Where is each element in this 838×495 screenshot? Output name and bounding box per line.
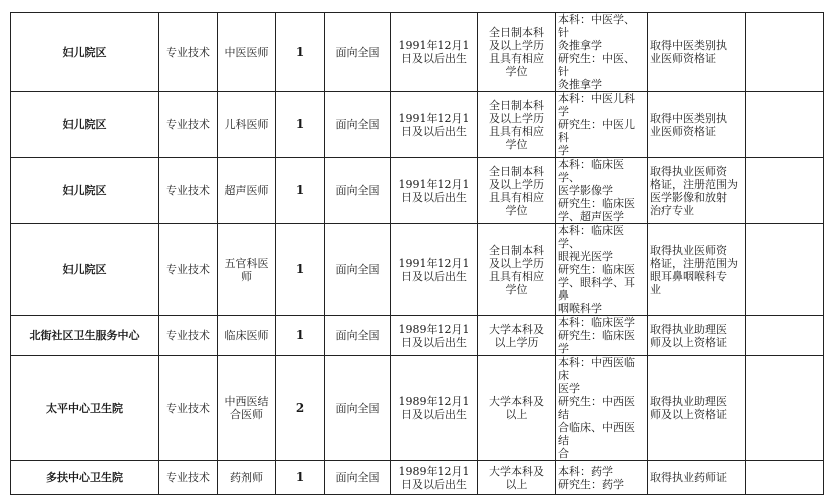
education-cell: 大学本科及 以上 bbox=[478, 461, 556, 495]
count-cell: 1 bbox=[276, 92, 325, 158]
recruitment-table bbox=[10, 12, 824, 495]
category-cell: 专业技术 bbox=[159, 356, 218, 461]
unit-cell: 妇儿院区 bbox=[11, 13, 159, 92]
remarks-cell bbox=[746, 224, 824, 316]
age-requirement-cell: 1989年12月1 日及以后出生 bbox=[391, 356, 478, 461]
age-requirement-cell: 1991年12月1 日及以后出生 bbox=[391, 13, 478, 92]
age-requirement-cell: 1991年12月1 日及以后出生 bbox=[391, 92, 478, 158]
count-cell: 1 bbox=[276, 461, 325, 495]
education-cell: 全日制本科 及以上学历 且具有相应 学位 bbox=[478, 92, 556, 158]
table-row bbox=[11, 224, 824, 316]
category-cell: 专业技术 bbox=[159, 13, 218, 92]
education-cell: 全日制本科 及以上学历 且具有相应 学位 bbox=[478, 158, 556, 224]
unit-cell: 妇儿院区 bbox=[11, 224, 159, 316]
major-cell: 本科：药学 研究生：药学 bbox=[556, 461, 648, 495]
other-requirement-cell: 取得执业医师资 格证，注册范围为 医学影像和放射 治疗专业 bbox=[648, 158, 746, 224]
count-cell: 2 bbox=[276, 356, 325, 461]
unit-cell: 多扶中心卫生院 bbox=[11, 461, 159, 495]
major-cell: 本科：临床医学、 医学影像学 研究生：临床医 学、超声医学 bbox=[556, 158, 648, 224]
major-cell: 本科：中医学、针 灸推拿学 研究生：中医、针 灸推拿学 bbox=[556, 13, 648, 92]
category-cell: 专业技术 bbox=[159, 92, 218, 158]
category-cell: 专业技术 bbox=[159, 224, 218, 316]
major-cell: 本科：临床医学、 眼视光医学 研究生：临床医 学、眼科学、耳鼻 咽喉科学 bbox=[556, 224, 648, 316]
position-cell: 儿科医师 bbox=[218, 92, 276, 158]
table-row bbox=[11, 92, 824, 158]
scope-cell: 面向全国 bbox=[325, 461, 391, 495]
scope-cell: 面向全国 bbox=[325, 92, 391, 158]
education-cell: 大学本科及 以上 bbox=[478, 356, 556, 461]
table-row bbox=[11, 316, 824, 356]
unit-cell: 妇儿院区 bbox=[11, 92, 159, 158]
scope-cell: 面向全国 bbox=[325, 13, 391, 92]
position-cell: 五官科医 师 bbox=[218, 224, 276, 316]
position-cell: 超声医师 bbox=[218, 158, 276, 224]
position-cell: 中医医师 bbox=[218, 13, 276, 92]
other-requirement-cell: 取得中医类别执 业医师资格证 bbox=[648, 92, 746, 158]
unit-cell: 妇儿院区 bbox=[11, 158, 159, 224]
major-cell: 本科：中西医临床 医学 研究生：中西医结 合临床、中西医结 合 bbox=[556, 356, 648, 461]
table-row bbox=[11, 461, 824, 495]
other-requirement-cell: 取得执业药师证 bbox=[648, 461, 746, 495]
scope-cell: 面向全国 bbox=[325, 316, 391, 356]
position-cell: 临床医师 bbox=[218, 316, 276, 356]
table-row bbox=[11, 356, 824, 461]
age-requirement-cell: 1989年12月1 日及以后出生 bbox=[391, 461, 478, 495]
scope-cell: 面向全国 bbox=[325, 224, 391, 316]
position-cell: 药剂师 bbox=[218, 461, 276, 495]
other-requirement-cell: 取得执业助理医 师及以上资格证 bbox=[648, 316, 746, 356]
count-cell: 1 bbox=[276, 316, 325, 356]
remarks-cell bbox=[746, 461, 824, 495]
unit-cell: 北街社区卫生服务中心 bbox=[11, 316, 159, 356]
remarks-cell bbox=[746, 158, 824, 224]
education-cell: 大学本科及 以上学历 bbox=[478, 316, 556, 356]
age-requirement-cell: 1991年12月1 日及以后出生 bbox=[391, 158, 478, 224]
remarks-cell bbox=[746, 92, 824, 158]
major-cell: 本科：中医儿科学 研究生：中医儿科 学 bbox=[556, 92, 648, 158]
count-cell: 1 bbox=[276, 13, 325, 92]
category-cell: 专业技术 bbox=[159, 316, 218, 356]
remarks-cell bbox=[746, 356, 824, 461]
category-cell: 专业技术 bbox=[159, 461, 218, 495]
education-cell: 全日制本科 及以上学历 且具有相应 学位 bbox=[478, 224, 556, 316]
other-requirement-cell: 取得执业助理医 师及以上资格证 bbox=[648, 356, 746, 461]
remarks-cell bbox=[746, 316, 824, 356]
scope-cell: 面向全国 bbox=[325, 356, 391, 461]
table-row bbox=[11, 13, 824, 92]
age-requirement-cell: 1991年12月1 日及以后出生 bbox=[391, 224, 478, 316]
count-cell: 1 bbox=[276, 158, 325, 224]
scope-cell: 面向全国 bbox=[325, 158, 391, 224]
position-cell: 中西医结 合医师 bbox=[218, 356, 276, 461]
other-requirement-cell: 取得执业医师资 格证，注册范围为 眼耳鼻咽喉科专 业 bbox=[648, 224, 746, 316]
category-cell: 专业技术 bbox=[159, 158, 218, 224]
table-row bbox=[11, 158, 824, 224]
remarks-cell bbox=[746, 13, 824, 92]
unit-cell: 太平中心卫生院 bbox=[11, 356, 159, 461]
education-cell: 全日制本科 及以上学历 且具有相应 学位 bbox=[478, 13, 556, 92]
count-cell: 1 bbox=[276, 224, 325, 316]
age-requirement-cell: 1989年12月1 日及以后出生 bbox=[391, 316, 478, 356]
other-requirement-cell: 取得中医类别执 业医师资格证 bbox=[648, 13, 746, 92]
major-cell: 本科：临床医学 研究生：临床医学 bbox=[556, 316, 648, 356]
